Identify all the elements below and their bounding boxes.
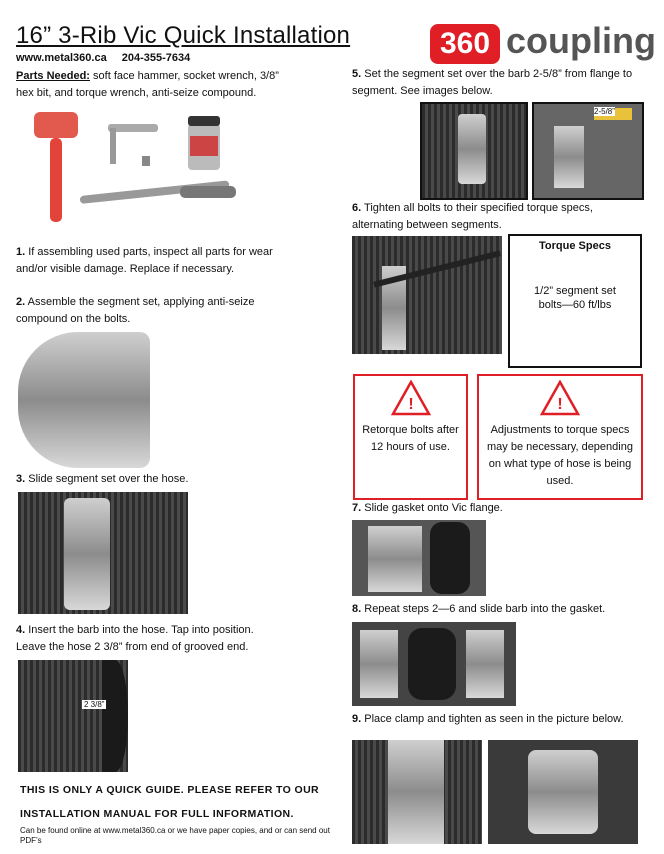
torque-bolts-photo (352, 236, 502, 354)
assemble-segment-photo (18, 332, 150, 468)
step-text: Repeat steps 2—6 and slide barb into the gasket. (361, 603, 606, 615)
step-number: 3. (16, 473, 26, 485)
step-text: Tighten all bolts to their specified torque specs, alternating between segments. (352, 202, 593, 231)
phone-number: 204-355-7634 (121, 52, 191, 64)
barb-into-gasket-photo (352, 622, 516, 706)
step-text: Set the segment set over the barb 2-5/8” from flange to segment. See images below. (352, 68, 633, 97)
clamp-photo-2 (488, 740, 638, 844)
footer-small-text: Can be found online at www.metal360.ca or we have paper copies, and or can send out PDF’s (20, 826, 330, 845)
step-number: 8. (352, 603, 362, 615)
vic-flange (368, 526, 422, 592)
step-number: 1. (16, 246, 26, 258)
segment-set (458, 114, 486, 184)
step-number: 5. (352, 68, 362, 80)
step-5 (352, 66, 642, 100)
torque-specs-box (508, 234, 642, 368)
svg-text:!: ! (557, 396, 563, 413)
parts-text: soft face hammer, socket wrench, 3/8” hex bit, and torque wrench, anti-seize compound. (16, 70, 279, 99)
step-number: 7. (352, 502, 362, 514)
clamp (528, 750, 598, 834)
warning-text: Retorque bolts after 12 hours of use. (362, 424, 459, 453)
step-number: 4. (16, 624, 26, 636)
gasket-flange-photo (352, 520, 486, 596)
warning-text: Adjustments to torque specs may be necessary, depending on what type of hose is being used. (487, 424, 633, 487)
step-9 (352, 711, 642, 728)
segment-set (554, 126, 584, 188)
torque-specs-title: Torque Specs (539, 240, 611, 252)
torque-spec-value: 1/2” segment set bolts—60 ft/lbs (534, 285, 616, 311)
logo-badge: 360 (430, 24, 500, 64)
step-text: Insert the barb into the hose. Tap into position. Leave the hose 2 3/8” from end of grooved end. (16, 624, 254, 653)
warning-icon (540, 380, 580, 416)
quick-guide-note-1: THIS IS ONLY A QUICK GUIDE. PLEASE REFER TO OUR (20, 784, 320, 796)
step-text: Place clamp and tighten as seen in the picture below. (361, 713, 624, 725)
warning-box-adjust (477, 374, 643, 500)
step-text: If assembling used parts, inspect all parts for wear and/or visible damage. Replace if necessary. (16, 246, 273, 275)
gasket (430, 522, 470, 594)
step-number: 6. (352, 202, 362, 214)
warning-box-retorque (353, 374, 468, 500)
step-6 (352, 200, 642, 234)
step-text: Slide segment set over the hose. (25, 473, 189, 485)
step-3 (16, 471, 286, 488)
segment-set-left (360, 630, 398, 698)
measurement-label: 2 3/8” (84, 700, 105, 709)
website-link[interactable]: www.metal360.ca (16, 52, 107, 64)
flange-measure-photo (532, 102, 644, 200)
step-text: Slide gasket onto Vic flange. (361, 502, 503, 514)
step-8 (352, 601, 642, 618)
clamp (388, 740, 444, 844)
tools-image (20, 104, 250, 224)
barb-end (102, 660, 128, 772)
segment-set (64, 498, 110, 610)
barb-insert-photo (18, 660, 128, 772)
step-2 (16, 294, 286, 328)
step-number: 9. (352, 713, 362, 725)
quick-guide-note-2: INSTALLATION MANUAL FOR FULL INFORMATION. (20, 808, 294, 820)
segment-set-right (466, 630, 504, 698)
warning-icon (391, 380, 431, 416)
slide-segment-photo (18, 492, 188, 614)
step-text: Assemble the segment set, applying anti-seize compound on the bolts. (16, 296, 255, 325)
step-4 (16, 622, 286, 656)
clamp-photo-1 (352, 740, 482, 844)
parts-label: Parts Needed: (16, 70, 90, 82)
parts-needed (16, 68, 286, 102)
logo-wordmark: coupling (506, 20, 656, 61)
segment-over-barb-photo (420, 102, 528, 200)
step-7 (352, 500, 642, 517)
step-number: 2. (16, 296, 26, 308)
page-title: 16” 3-Rib Vic Quick Installation (16, 22, 351, 49)
measurement-label: 2-5/8” (594, 107, 615, 116)
svg-text:!: ! (407, 396, 414, 413)
contact-line (16, 52, 202, 64)
step-1 (16, 244, 286, 278)
gasket (408, 628, 456, 700)
